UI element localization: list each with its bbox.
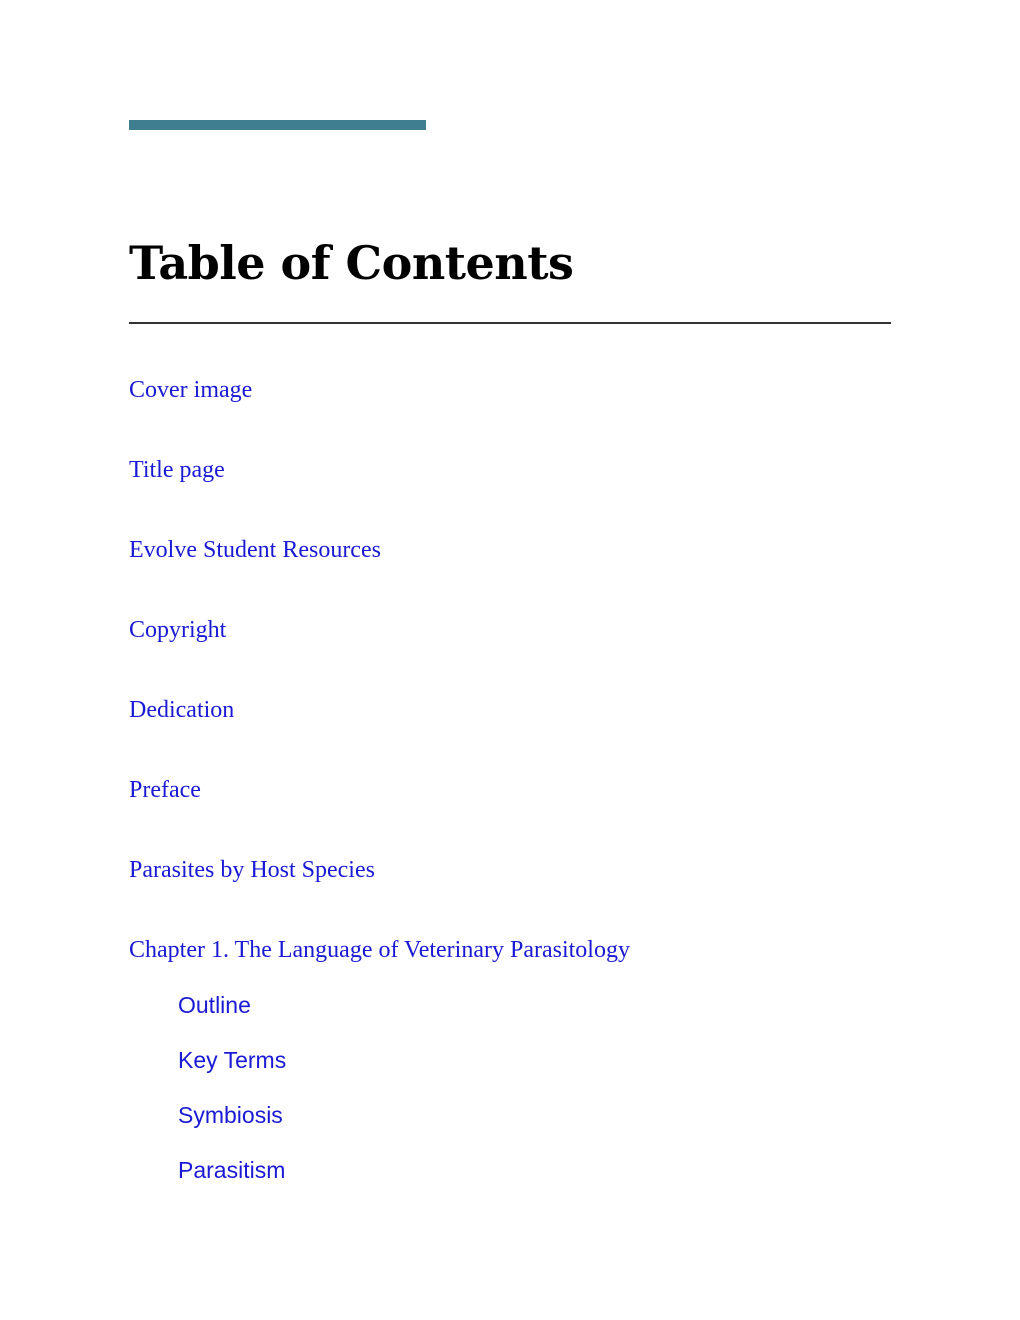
toc-link-preface[interactable]: Preface: [129, 777, 201, 803]
page-title: Table of Contents: [129, 236, 574, 290]
toc-link-parasites-by-host-species[interactable]: Parasites by Host Species: [129, 857, 375, 883]
toc-link-copyright[interactable]: Copyright: [129, 617, 227, 643]
toc-sublink-key-terms[interactable]: Key Terms: [178, 1047, 287, 1073]
toc-link-cover-image[interactable]: Cover image: [129, 377, 253, 403]
toc-link-evolve-student-resources[interactable]: Evolve Student Resources: [129, 537, 381, 563]
toc-link-chapter-1[interactable]: Chapter 1. The Language of Veterinary Parasitology: [129, 937, 630, 963]
title-divider: [129, 322, 891, 324]
accent-bar: [129, 120, 426, 130]
toc-link-dedication[interactable]: Dedication: [129, 697, 235, 723]
toc-sublink-parasitism[interactable]: Parasitism: [178, 1157, 286, 1183]
toc-sublink-symbiosis[interactable]: Symbiosis: [178, 1102, 283, 1128]
toc-link-title-page[interactable]: Title page: [129, 457, 225, 483]
toc-sublink-outline[interactable]: Outline: [178, 992, 251, 1018]
